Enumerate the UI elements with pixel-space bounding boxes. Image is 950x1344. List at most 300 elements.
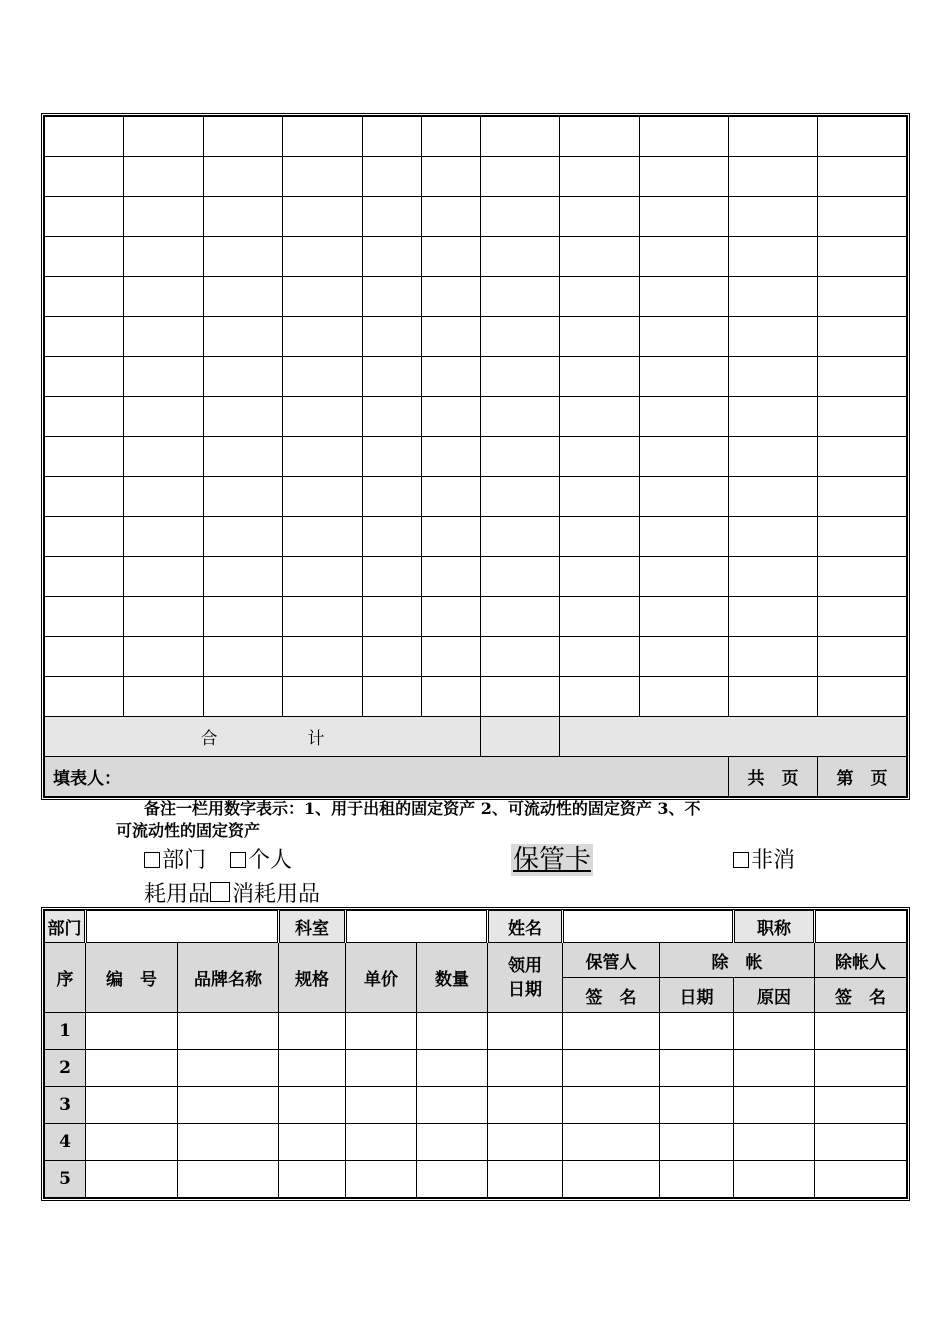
ledger-cell[interactable] <box>124 117 204 157</box>
ledger-cell[interactable] <box>204 637 283 677</box>
ledger-cell[interactable] <box>363 557 422 597</box>
ledger-cell[interactable] <box>729 317 818 357</box>
ledger-cell[interactable] <box>481 437 560 477</box>
ledger-cell[interactable] <box>204 477 283 517</box>
ledger-cell[interactable] <box>363 117 422 157</box>
ledger-cell[interactable] <box>640 477 729 517</box>
ledger-cell[interactable] <box>204 277 283 317</box>
keeper-header <box>563 943 660 978</box>
ledger-cell[interactable] <box>422 397 481 437</box>
ledger-cell[interactable] <box>45 557 124 597</box>
ledger-cell[interactable] <box>124 637 204 677</box>
ledger-cell[interactable] <box>560 557 640 597</box>
ledger-cell[interactable] <box>363 277 422 317</box>
brand-header-label: 品牌名称 <box>194 970 262 990</box>
ledger-cell[interactable] <box>640 557 729 597</box>
non-consumable-checkbox[interactable] <box>733 852 749 868</box>
ledger-cell[interactable] <box>124 277 204 317</box>
ledger-cell[interactable] <box>124 557 204 597</box>
ledger-cell[interactable] <box>363 197 422 237</box>
name-value-cell[interactable] <box>563 911 734 943</box>
ledger-cell[interactable] <box>45 317 124 357</box>
card-cell[interactable] <box>417 1087 488 1124</box>
section-value-cell[interactable] <box>346 911 488 943</box>
card-cell[interactable] <box>178 1050 279 1087</box>
ledger-cell[interactable] <box>124 597 204 637</box>
ledger-cell[interactable] <box>422 277 481 317</box>
ledger-cell[interactable] <box>422 317 481 357</box>
ledger-cell[interactable] <box>283 317 363 357</box>
ledger-cell[interactable] <box>363 237 422 277</box>
brand-header <box>178 943 279 1013</box>
ledger-cell[interactable] <box>45 597 124 637</box>
ledger-cell[interactable] <box>422 677 481 717</box>
card-row <box>45 1124 907 1161</box>
ledger-cell[interactable] <box>124 677 204 717</box>
dept-option[interactable] <box>144 848 206 874</box>
card-cell[interactable] <box>815 1161 907 1198</box>
ledger-cell[interactable] <box>729 237 818 277</box>
card-cell[interactable] <box>86 1013 178 1050</box>
ledger-cell[interactable] <box>422 477 481 517</box>
card-cell[interactable] <box>563 1161 660 1198</box>
total-label-right: 计 <box>307 729 325 749</box>
ledger-row <box>45 317 907 357</box>
ledger-cell[interactable] <box>363 597 422 637</box>
card-cell[interactable] <box>488 1124 563 1161</box>
writeoff-date-header <box>660 978 734 1013</box>
ledger-cell[interactable] <box>818 517 907 557</box>
ledger-cell[interactable] <box>560 317 640 357</box>
reason-header-label: 原因 <box>757 987 791 1008</box>
card-row <box>45 1013 907 1050</box>
ledger-cell[interactable] <box>283 477 363 517</box>
card-cell[interactable] <box>86 1161 178 1198</box>
ledger-cell[interactable] <box>422 437 481 477</box>
ledger-cell[interactable] <box>729 197 818 237</box>
sign-header <box>563 978 660 1013</box>
card-cell[interactable] <box>346 1087 417 1124</box>
card-cell[interactable] <box>346 1124 417 1161</box>
reason-header <box>734 978 815 1013</box>
title-header-cell <box>734 911 815 943</box>
ledger-cell[interactable] <box>729 637 818 677</box>
asset-ledger-table <box>44 116 907 797</box>
ledger-cell[interactable] <box>640 517 729 557</box>
ledger-cell[interactable] <box>818 597 907 637</box>
card-cell[interactable] <box>178 1087 279 1124</box>
card-cell[interactable] <box>815 1087 907 1124</box>
ledger-cell[interactable] <box>640 117 729 157</box>
card-cell[interactable] <box>346 1050 417 1087</box>
ledger-cell[interactable] <box>560 477 640 517</box>
dept-header: 部门 <box>47 919 82 939</box>
card-cell[interactable] <box>178 1161 279 1198</box>
ledger-cell[interactable] <box>422 357 481 397</box>
sign2-header-label: 签 名 <box>835 987 886 1008</box>
ledger-cell[interactable] <box>560 157 640 197</box>
seq-header <box>45 943 86 1013</box>
ledger-cell[interactable] <box>560 277 640 317</box>
ledger-row <box>45 277 907 317</box>
ledger-row <box>45 557 907 597</box>
ledger-cell[interactable] <box>363 397 422 437</box>
ledger-cell[interactable] <box>124 317 204 357</box>
ledger-cell[interactable] <box>560 597 640 637</box>
dept-header-cell <box>45 911 86 943</box>
ledger-cell[interactable] <box>818 357 907 397</box>
price-header-label: 单价 <box>364 970 398 990</box>
ledger-cell[interactable] <box>729 477 818 517</box>
writeoff-header <box>660 943 815 978</box>
ledger-cell[interactable] <box>560 117 640 157</box>
ledger-cell[interactable] <box>283 357 363 397</box>
ledger-row <box>45 477 907 517</box>
ledger-cell[interactable] <box>818 637 907 677</box>
ledger-cell[interactable] <box>204 517 283 557</box>
ledger-cell[interactable] <box>283 637 363 677</box>
ledger-cell[interactable] <box>481 677 560 717</box>
ledger-cell[interactable] <box>45 437 124 477</box>
ledger-cell[interactable] <box>283 197 363 237</box>
ledger-cell[interactable] <box>481 357 560 397</box>
ledger-cell[interactable] <box>560 677 640 717</box>
dept-value-cell[interactable] <box>86 911 279 943</box>
ledger-cell[interactable] <box>481 117 560 157</box>
ledger-cell[interactable] <box>560 517 640 557</box>
date-header-line2: 日期 <box>508 979 542 1000</box>
ledger-cell[interactable] <box>481 237 560 277</box>
card-cell[interactable] <box>734 1124 815 1161</box>
consumable-checkbox[interactable] <box>210 882 230 902</box>
ledger-cell[interactable] <box>45 677 124 717</box>
card-cell[interactable] <box>488 1013 563 1050</box>
ledger-cell[interactable] <box>640 157 729 197</box>
card-cell[interactable] <box>279 1050 346 1087</box>
ledger-cell[interactable] <box>422 517 481 557</box>
card-cell[interactable] <box>346 1161 417 1198</box>
seq-header-label: 序 <box>56 970 74 990</box>
ledger-cell[interactable] <box>283 557 363 597</box>
ledger-cell[interactable] <box>422 237 481 277</box>
ledger-cell[interactable] <box>124 477 204 517</box>
ledger-cell[interactable] <box>283 397 363 437</box>
total-label-left: 合 <box>200 729 218 749</box>
ledger-cell[interactable] <box>640 397 729 437</box>
personal-option[interactable] <box>230 848 292 874</box>
ledger-cell[interactable] <box>818 237 907 277</box>
filler-label: 填表人： <box>53 769 121 789</box>
ledger-cell[interactable] <box>283 677 363 717</box>
card-cell[interactable] <box>488 1050 563 1087</box>
card-cell[interactable] <box>279 1124 346 1161</box>
card-cell[interactable] <box>660 1087 734 1124</box>
ledger-cell[interactable] <box>481 597 560 637</box>
ledger-cell[interactable] <box>283 237 363 277</box>
card-cell[interactable] <box>660 1124 734 1161</box>
remark-line1: 备注一栏用数字表示：1、用于出租的固定资产 2、可流动性的固定资产 3、不 <box>144 799 701 818</box>
ledger-cell[interactable] <box>124 517 204 557</box>
column-header-row1 <box>45 943 907 978</box>
ledger-cell[interactable] <box>560 397 640 437</box>
ledger-cell[interactable] <box>45 117 124 157</box>
card-title: 保管卡 <box>513 845 592 875</box>
ledger-cell[interactable] <box>729 157 818 197</box>
ledger-cell[interactable] <box>481 397 560 437</box>
card-cell[interactable] <box>563 1087 660 1124</box>
ledger-cell[interactable] <box>283 157 363 197</box>
ledger-cell[interactable] <box>640 437 729 477</box>
ledger-cell[interactable] <box>640 317 729 357</box>
ledger-cell[interactable] <box>481 557 560 597</box>
card-header-row <box>45 911 907 943</box>
dept-checkbox[interactable] <box>144 852 160 868</box>
sign2-header <box>815 978 907 1013</box>
card-cell[interactable] <box>815 1124 907 1161</box>
card-cell[interactable] <box>178 1124 279 1161</box>
ledger-cell[interactable] <box>729 397 818 437</box>
ledger-cell[interactable] <box>818 117 907 157</box>
card-cell[interactable] <box>417 1124 488 1161</box>
ledger-cell[interactable] <box>45 157 124 197</box>
title-value-cell[interactable] <box>815 911 907 943</box>
card-row <box>45 1161 907 1198</box>
ledger-cell[interactable] <box>640 277 729 317</box>
ledger-row <box>45 677 907 717</box>
ledger-cell[interactable] <box>818 437 907 477</box>
ledger-cell[interactable] <box>818 557 907 597</box>
remark-line2: 可流动性的固定资产 <box>116 821 261 840</box>
card-row <box>45 1087 907 1124</box>
ledger-cell[interactable] <box>45 517 124 557</box>
ledger-cell[interactable] <box>481 517 560 557</box>
ledger-cell[interactable] <box>560 637 640 677</box>
ledger-cell[interactable] <box>729 357 818 397</box>
ledger-cell[interactable] <box>283 277 363 317</box>
ledger-cell[interactable] <box>422 157 481 197</box>
ledger-cell[interactable] <box>45 397 124 437</box>
non-consumable-label-part1: 非消 <box>751 848 796 873</box>
card-row-seq: 5 <box>45 1161 86 1198</box>
qty-header-label: 数量 <box>435 970 469 990</box>
ledger-cell[interactable] <box>729 557 818 597</box>
ledger-cell[interactable] <box>45 237 124 277</box>
ledger-cell[interactable] <box>422 637 481 677</box>
total-row <box>45 717 907 757</box>
card-cell[interactable] <box>86 1087 178 1124</box>
card-cell[interactable] <box>488 1087 563 1124</box>
spec-header-label: 规格 <box>295 970 329 990</box>
keeper-header-label: 保管人 <box>585 952 637 973</box>
ledger-cell[interactable] <box>204 317 283 357</box>
ledger-cell[interactable] <box>204 157 283 197</box>
ledger-cell[interactable] <box>422 557 481 597</box>
total-label-cell <box>45 717 481 757</box>
card-cell[interactable] <box>279 1013 346 1050</box>
ledger-cell[interactable] <box>283 437 363 477</box>
section-header: 科室 <box>295 919 329 939</box>
ledger-cell[interactable] <box>560 357 640 397</box>
ledger-cell[interactable] <box>481 477 560 517</box>
ledger-cell[interactable] <box>363 437 422 477</box>
ledger-cell[interactable] <box>363 477 422 517</box>
ledger-cell[interactable] <box>729 517 818 557</box>
ledger-row <box>45 637 907 677</box>
card-cell[interactable] <box>815 1013 907 1050</box>
date-header <box>488 943 563 1013</box>
card-cell[interactable] <box>488 1161 563 1198</box>
number-header <box>86 943 178 1013</box>
dept-label: 部门 <box>162 848 207 873</box>
ledger-row <box>45 357 907 397</box>
ledger-cell[interactable] <box>45 637 124 677</box>
ledger-cell[interactable] <box>204 677 283 717</box>
card-cell[interactable] <box>346 1013 417 1050</box>
card-cell[interactable] <box>86 1124 178 1161</box>
card-cell[interactable] <box>279 1161 346 1198</box>
card-row-seq: 1 <box>45 1013 86 1050</box>
card-cell[interactable] <box>815 1050 907 1087</box>
ledger-cell[interactable] <box>729 117 818 157</box>
card-cell[interactable] <box>417 1013 488 1050</box>
ledger-cell[interactable] <box>204 237 283 277</box>
ledger-cell[interactable] <box>818 677 907 717</box>
spec-header <box>279 943 346 1013</box>
page-current-label: 第 页 <box>836 769 888 789</box>
section-header-cell <box>279 911 346 943</box>
ledger-cell[interactable] <box>124 157 204 197</box>
ledger-cell[interactable] <box>640 237 729 277</box>
ledger-cell[interactable] <box>560 437 640 477</box>
ledger-cell[interactable] <box>422 117 481 157</box>
ledger-row <box>45 117 907 157</box>
ledger-cell[interactable] <box>45 277 124 317</box>
ledger-row <box>45 197 907 237</box>
card-cell[interactable] <box>279 1087 346 1124</box>
writeoff-person-header <box>815 943 907 978</box>
name-header-cell <box>488 911 563 943</box>
card-cell[interactable] <box>417 1050 488 1087</box>
ledger-cell[interactable] <box>818 477 907 517</box>
ledger-cell[interactable] <box>818 277 907 317</box>
ledger-cell[interactable] <box>481 197 560 237</box>
card-cell[interactable] <box>734 1087 815 1124</box>
card-cell[interactable] <box>563 1124 660 1161</box>
ledger-cell[interactable] <box>640 637 729 677</box>
ledger-cell[interactable] <box>729 437 818 477</box>
ledger-cell[interactable] <box>204 437 283 477</box>
filler-cell <box>45 757 729 797</box>
personal-label: 个人 <box>248 848 293 873</box>
ledger-cell[interactable] <box>204 197 283 237</box>
ledger-cell[interactable] <box>124 237 204 277</box>
ledger-cell[interactable] <box>481 317 560 357</box>
card-cell[interactable] <box>417 1161 488 1198</box>
ledger-cell[interactable] <box>818 397 907 437</box>
ledger-cell[interactable] <box>640 677 729 717</box>
ledger-cell[interactable] <box>204 597 283 637</box>
total-value-cell[interactable] <box>481 717 560 757</box>
pages-total-label: 共 页 <box>747 769 799 789</box>
ledger-cell[interactable] <box>363 637 422 677</box>
custody-card-table <box>44 910 907 1198</box>
ledger-cell[interactable] <box>729 677 818 717</box>
ledger-cell[interactable] <box>45 477 124 517</box>
total-remark-cell[interactable] <box>560 717 907 757</box>
ledger-cell[interactable] <box>640 357 729 397</box>
card-cell[interactable] <box>563 1050 660 1087</box>
ledger-cell[interactable] <box>124 357 204 397</box>
writeoff-date-header-label: 日期 <box>679 987 714 1008</box>
card-cell[interactable] <box>734 1050 815 1087</box>
ledger-cell[interactable] <box>204 357 283 397</box>
ledger-cell[interactable] <box>818 157 907 197</box>
ledger-cell[interactable] <box>818 317 907 357</box>
non-consumable-option[interactable] <box>733 848 795 874</box>
card-cell[interactable] <box>734 1013 815 1050</box>
ledger-cell[interactable] <box>124 197 204 237</box>
ledger-cell[interactable] <box>124 397 204 437</box>
card-cell[interactable] <box>660 1050 734 1087</box>
card-row-seq: 3 <box>45 1087 86 1124</box>
ledger-cell[interactable] <box>481 637 560 677</box>
ledger-cell[interactable] <box>422 597 481 637</box>
ledger-cell[interactable] <box>729 277 818 317</box>
personal-checkbox[interactable] <box>230 852 246 868</box>
card-cell[interactable] <box>178 1013 279 1050</box>
ledger-cell[interactable] <box>422 197 481 237</box>
title-header: 职称 <box>757 919 791 939</box>
ledger-cell[interactable] <box>481 277 560 317</box>
ledger-cell[interactable] <box>204 397 283 437</box>
card-body <box>45 1013 907 1198</box>
ledger-cell[interactable] <box>640 197 729 237</box>
ledger-cell[interactable] <box>363 357 422 397</box>
name-header: 姓名 <box>508 919 542 939</box>
ledger-cell[interactable] <box>818 197 907 237</box>
ledger-cell[interactable] <box>283 117 363 157</box>
ledger-cell[interactable] <box>363 517 422 557</box>
ledger-cell[interactable] <box>481 157 560 197</box>
ledger-row <box>45 437 907 477</box>
qty-header <box>417 943 488 1013</box>
ledger-cell[interactable] <box>560 197 640 237</box>
ledger-row <box>45 397 907 437</box>
card-cell[interactable] <box>86 1050 178 1087</box>
card-cell[interactable] <box>734 1161 815 1198</box>
ledger-cell[interactable] <box>729 597 818 637</box>
ledger-cell[interactable] <box>204 117 283 157</box>
card-cell[interactable] <box>660 1013 734 1050</box>
ledger-cell[interactable] <box>204 557 283 597</box>
ledger-cell[interactable] <box>640 597 729 637</box>
ledger-cell[interactable] <box>45 357 124 397</box>
ledger-row <box>45 157 907 197</box>
ledger-cell[interactable] <box>363 317 422 357</box>
ledger-row <box>45 517 907 557</box>
ledger-cell[interactable] <box>363 677 422 717</box>
ledger-cell[interactable] <box>124 437 204 477</box>
ledger-cell[interactable] <box>283 597 363 637</box>
card-cell[interactable] <box>660 1161 734 1198</box>
card-cell[interactable] <box>563 1013 660 1050</box>
ledger-cell[interactable] <box>560 237 640 277</box>
ledger-cell[interactable] <box>45 197 124 237</box>
consumable-label: 消耗用品 <box>232 882 321 907</box>
ledger-cell[interactable] <box>283 517 363 557</box>
ledger-cell[interactable] <box>363 157 422 197</box>
non-consumable-label-part2: 耗用品 <box>144 882 211 907</box>
